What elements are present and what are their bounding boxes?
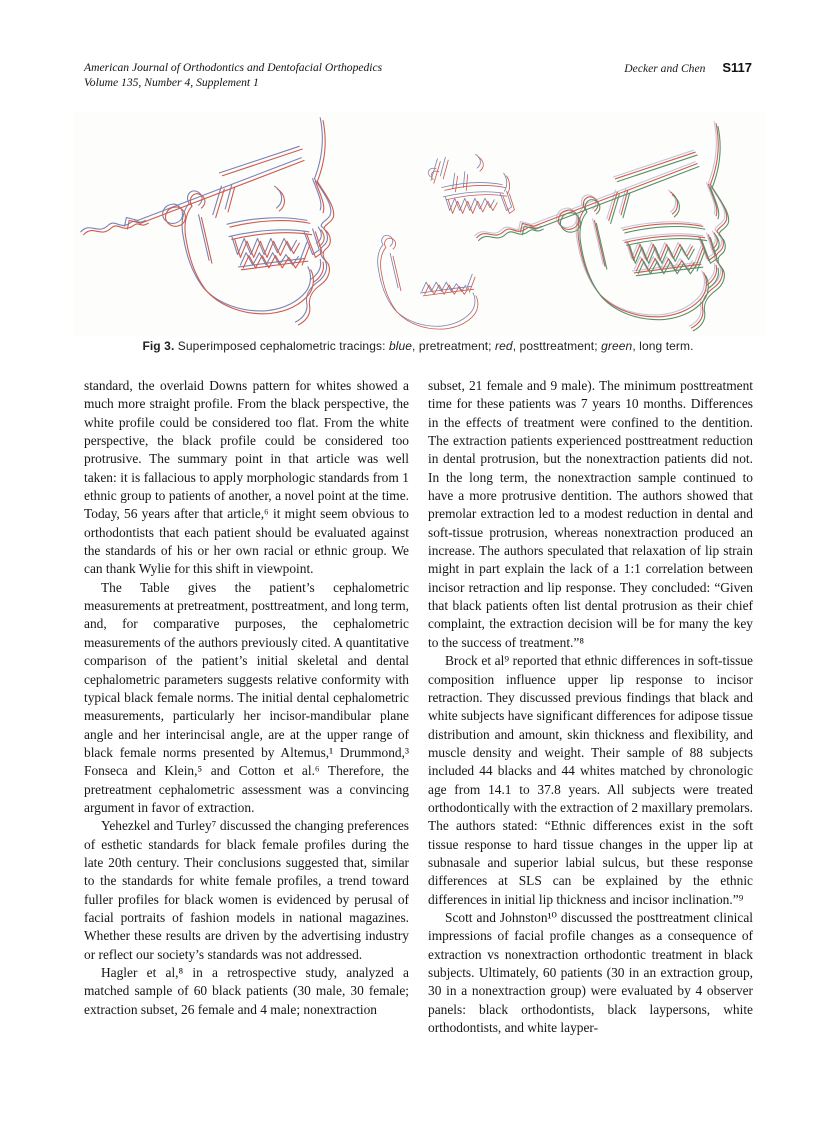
- paragraph: standard, the overlaid Downs pattern for whites showed a much more straight profile. From the black perspective, the white profile could be considered too flat. From the white perspective, the black profile could be considered too protrusive. The summary point in that article was well taken: it is fallacious to apply morphologic standards from 1 ethnic group to patients of another, a novel point at the time. Today, 56 years after that article,⁶ it might seem obvious to orthodontists that each patient should be evaluated against the standards of his or her own racial or ethnic group. We can thank Wylie for this shift in viewpoint.: [84, 378, 409, 577]
- page-number: S117: [722, 60, 752, 75]
- cephalometric-tracing-figure: [73, 112, 765, 336]
- paragraph: The Table gives the patient’s cephalometric measurements at pretreatment, posttreatment, and long term, and, for comparative purposes, the cephalometric measurements of the authors previously cited. A quantitative comparison of the patient’s initial skeletal and dental cephalometric parameters suggests relative conformity with typical black female norms. The initial dental cephalometric measurements, particularly her incisor-mandibular plane angle and her interincisal angle, are at the upper range of black female norms presented by Altemus,¹ Drummond,³ Fonseca and Klein,⁵ and Cotton et al.⁶ Therefore, the pretreatment cephalometric assessment was a convincing argument in favor of extraction.: [84, 579, 409, 815]
- caption-segment: , posttreatment;: [512, 339, 602, 353]
- caption-segment: red: [495, 339, 513, 353]
- running-authors: Decker and Chen: [624, 62, 706, 75]
- figure-3-cephalometric-tracings: [73, 112, 765, 336]
- running-head: [84, 60, 752, 90]
- journal-title: American Journal of Orthodontics and Dentofacial Orthopedics: [84, 61, 383, 74]
- caption-segment: Superimposed cephalometric tracings:: [174, 339, 389, 353]
- paragraph: Scott and Johnston¹⁰ discussed the posttreatment clinical impressions of facial profile changes as a consequence of extraction vs nonextraction orthodontic treatment in black subjects. Ultimately, 60 patients (30 in an extraction group, 30 in a nonextraction group) were evaluated by 4 observer panels: black orthodontists, black laypersons, white orthodontists, and white layper-: [428, 909, 753, 1036]
- journal-info: [84, 60, 382, 90]
- tracing-panel-middle: [378, 154, 515, 329]
- running-head-right: [624, 60, 752, 75]
- paragraph: Brock et al⁹ reported that ethnic differences in soft-tissue composition influence upper lip response to incisor retraction. They discussed previous findings that black and white subjects have significant differences for adipose tissue distribution and amount, skin thickness and flexibility, and muscle density and weight. Their sample of 88 subjects included 44 blacks and 44 whites matched by chronologic age from 14.1 to 37.8 years. All subjects were treated orthodontically with the extraction of 2 maxillary premolars. The authors stated: “Ethnic differences exist in the soft tissue response to hard tissue changes in the upper lip at subnasale and superior labial sulcus, but these response differences at SLS can be explained by the ethnic differences in initial lip thickness and incisor inclination.”⁹: [428, 653, 754, 907]
- paragraph: Hagler et al,⁸ in a retrospective study, analyzed a matched sample of 60 black patients (30 male, 30 female; extraction subset, 26 female and 4 male; nonextraction: [84, 965, 409, 1017]
- caption-segment: Fig 3.: [142, 339, 175, 353]
- column-right: [428, 377, 753, 1037]
- caption-segment: , pretreatment;: [412, 339, 496, 353]
- journal-volume-line: Volume 135, Number 4, Supplement 1: [84, 76, 259, 89]
- caption-segment: blue: [388, 339, 413, 353]
- column-left: [84, 377, 409, 1019]
- paragraph: Yehezkel and Turley⁷ discussed the changing preferences of esthetic standards for black female profiles during the late 20th century. Their conclusions suggested that, similar to the standards for white female profiles, a trend toward fuller profiles for black women is evidenced by perusal of facial portraits of fashion models in national magazines. Whether these results are driven by the advertising industry or reflect our society’s standards was not addressed.: [84, 818, 409, 962]
- caption-segment: , long term.: [632, 339, 694, 353]
- caption-segment: green: [601, 339, 633, 353]
- tracing-panel-left: [81, 118, 334, 325]
- figure-caption: [0, 339, 836, 353]
- paragraph: subset, 21 female and 9 male). The minimum posttreatment time for these patients was 7 years 10 months. Differences in the effects of treatment were confined to the dentition. The extraction patients experienced posttreatment reduction in dental protrusion, but the nonextraction patients did not. In the long term, the nonextraction sample continued to have a more protrusive dentition. The authors showed that premolar extraction led to a modest reduction in dental and soft-tissue protrusion, whereas nonextraction produced an increase. The authors speculated that relaxation of lip strain might in part explain the lack of a 1:1 correlation between incisor retraction and lip response. They concluded: “Given that black patients often list dental protrusion as their chief complaint, the extraction decision will be for many the key to the success of treatment.”⁸: [428, 378, 753, 650]
- tracing-panel-right: [475, 122, 729, 331]
